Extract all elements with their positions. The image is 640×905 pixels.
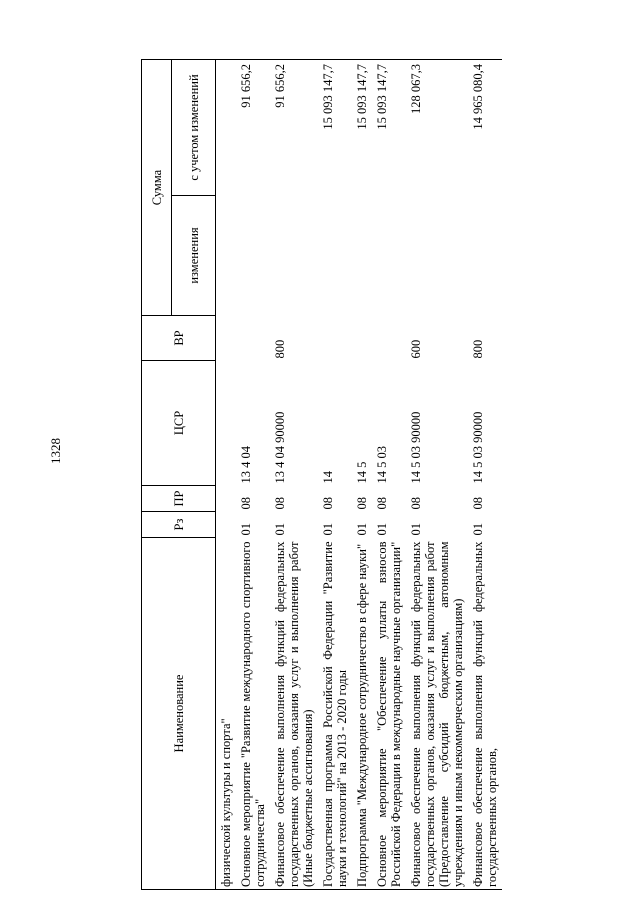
table-row bbox=[270, 60, 318, 890]
row-csr: 14 5 03 bbox=[375, 446, 389, 484]
row-vr bbox=[236, 316, 270, 361]
row-csr: 14 5 03 90000 bbox=[471, 411, 485, 484]
table-row bbox=[352, 60, 372, 890]
row-rz: 01 bbox=[355, 523, 369, 536]
row-pr: 08 bbox=[355, 497, 369, 510]
row-name: Подпрограмма "Международное сотрудничество в сфере науки" bbox=[352, 538, 372, 890]
table-row bbox=[406, 60, 468, 890]
header-name: Наименование bbox=[142, 538, 216, 890]
row-name: Финансовое обеспечение выполнения функций федеральных государственных органов, bbox=[468, 538, 502, 890]
row-total: 91 656,2 bbox=[236, 60, 270, 196]
row-changes bbox=[216, 196, 237, 316]
row-vr bbox=[352, 316, 372, 361]
row-csr: 14 bbox=[321, 471, 335, 484]
row-vr bbox=[372, 316, 406, 361]
row-changes bbox=[236, 196, 270, 316]
row-rz: 01 bbox=[321, 523, 335, 536]
row-total: 15 093 147,7 bbox=[318, 60, 352, 196]
row-rz: 01 bbox=[375, 523, 389, 536]
table-row bbox=[468, 60, 502, 890]
row-total: 91 656,2 bbox=[270, 60, 318, 196]
header-sum: Сумма bbox=[142, 60, 172, 316]
row-pr: 08 bbox=[375, 497, 389, 510]
row-rz: 01 bbox=[273, 523, 287, 536]
row-changes bbox=[352, 196, 372, 316]
row-pr: 08 bbox=[321, 497, 335, 510]
row-csr: 13 4 04 90000 bbox=[273, 411, 287, 484]
table-row bbox=[216, 60, 237, 890]
row-vr: 800 bbox=[471, 339, 485, 359]
row-csr bbox=[216, 361, 237, 486]
row-changes bbox=[270, 196, 318, 316]
row-vr bbox=[318, 316, 352, 361]
row-pr: 08 bbox=[273, 497, 287, 510]
row-pr: 08 bbox=[239, 497, 253, 510]
row-pr bbox=[216, 486, 237, 512]
table-row bbox=[318, 60, 352, 890]
row-changes bbox=[372, 196, 406, 316]
row-total bbox=[216, 60, 237, 196]
row-vr bbox=[216, 316, 237, 361]
header-vr: ВР bbox=[142, 316, 216, 361]
table-row bbox=[372, 60, 406, 890]
table-row bbox=[236, 60, 270, 890]
header-rz: Рз bbox=[142, 512, 216, 538]
budget-table bbox=[141, 59, 502, 890]
row-vr: 800 bbox=[273, 339, 287, 359]
header-with-changes: с учетом изменений bbox=[172, 60, 216, 196]
row-pr: 08 bbox=[471, 497, 485, 510]
header-csr: ЦСР bbox=[142, 361, 216, 486]
header-changes: изменения bbox=[172, 196, 216, 316]
row-name: Финансовое обеспечение выполнения функций федеральных государственных органов, оказания услуг и выполнения работ (Предоставление субсидий бюджетным, автономным учреждениям и иным некоммерческим организациям) bbox=[406, 538, 468, 890]
row-pr: 08 bbox=[409, 497, 423, 510]
row-name: Основное мероприятие "Обеспечение уплаты взносов Российской Федерации в международные научные организации" bbox=[372, 538, 406, 890]
row-changes bbox=[406, 196, 468, 316]
row-name: Финансовое обеспечение выполнения функций федеральных государственных органов, оказания услуг и выполнения работ (Иные бюджетные ассигнования) bbox=[270, 538, 318, 890]
row-csr: 14 5 03 90000 bbox=[409, 411, 423, 484]
page-number: 1328 bbox=[48, 438, 63, 464]
row-name: Государственная программа Российской Федерации "Развитие науки и технологий" на 2013 - 2020 годы bbox=[318, 538, 352, 890]
row-rz bbox=[216, 512, 237, 538]
row-rz: 01 bbox=[239, 523, 253, 536]
row-total: 15 093 147,7 bbox=[352, 60, 372, 196]
row-total: 128 067,3 bbox=[406, 60, 468, 196]
row-vr: 600 bbox=[409, 339, 423, 359]
row-rz: 01 bbox=[471, 523, 485, 536]
row-csr: 14 5 bbox=[355, 461, 369, 484]
table-header bbox=[142, 60, 216, 890]
row-csr: 13 4 04 bbox=[239, 446, 253, 484]
row-changes bbox=[468, 196, 502, 316]
row-total: 14 965 080,4 bbox=[468, 60, 502, 196]
row-name: физической культуры и спорта" bbox=[216, 538, 237, 890]
row-total: 15 093 147,7 bbox=[372, 60, 406, 196]
rotated-page-content bbox=[141, 60, 627, 890]
header-pr: ПР bbox=[142, 486, 216, 512]
row-changes bbox=[318, 196, 352, 316]
row-rz: 01 bbox=[409, 523, 423, 536]
row-name: Основное мероприятие "Развитие международного спортивного сотрудничества" bbox=[236, 538, 270, 890]
